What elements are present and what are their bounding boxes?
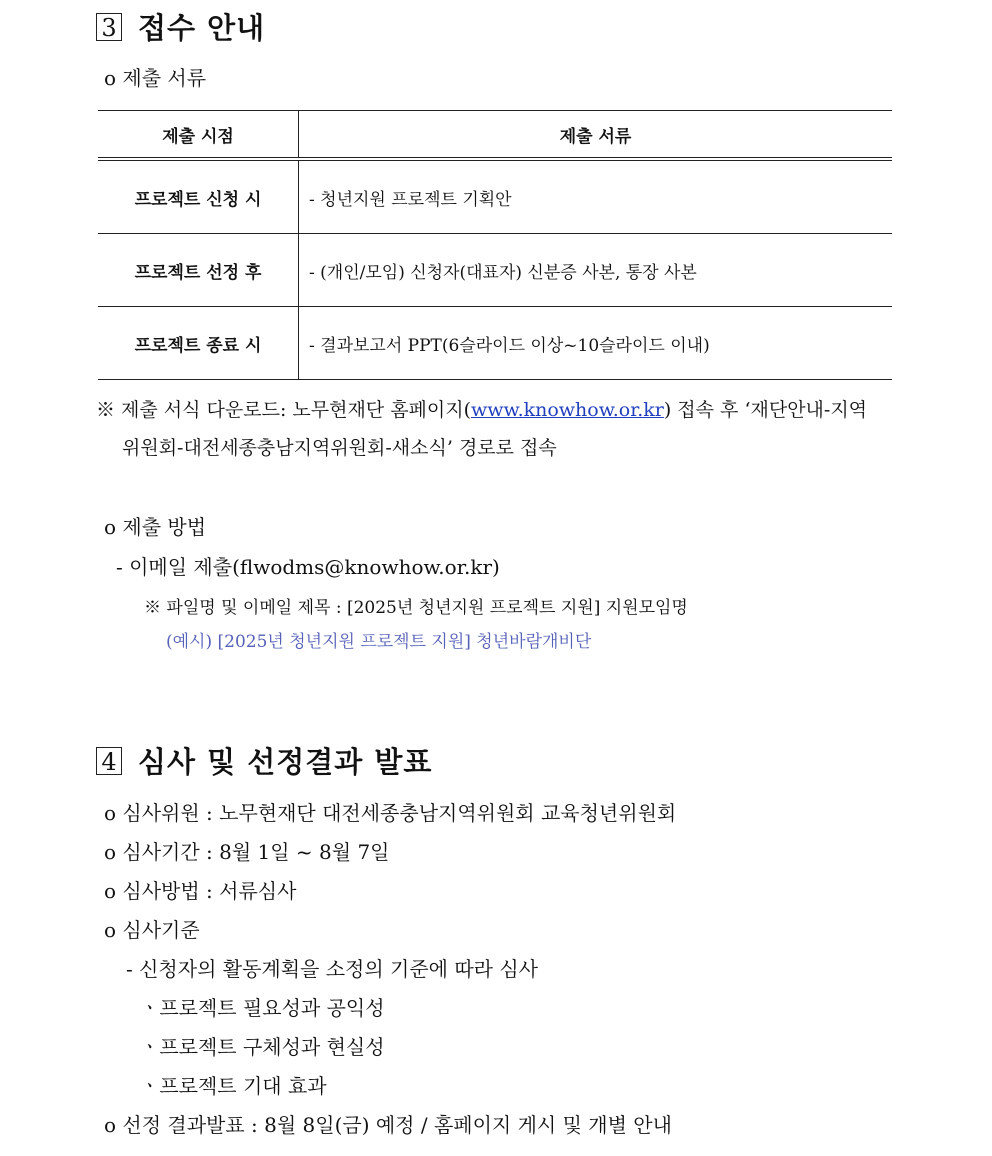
row-docs: - 결과보고서 PPT(6슬라이드 이상~10슬라이드 이내) [299,307,893,380]
note-prefix: ※ 제출 서식 다운로드: 노무현재단 홈페이지( [96,399,472,421]
section-3-header [96,6,265,47]
download-note-line2: 위원회-대전세종충남지역위원회-새소식’ 경로로 접속 [122,437,557,459]
table-header-row [98,111,892,160]
file-name-example: (예시) [2025년 청년지원 프로젝트 지원] 청년바람개비단 [166,632,592,652]
row-when: 프로젝트 종료 시 [98,307,299,380]
criteria-item: ㆍ프로젝트 기대 효과 [140,1074,327,1098]
docs-heading: o 제출 서류 [104,66,207,90]
review-criteria-desc: - 신청자의 활동계획을 소정의 기준에 따라 심사 [126,957,538,981]
download-note [96,395,867,422]
review-criteria: o 심사기준 [104,918,200,942]
header-docs: 제출 서류 [299,111,893,160]
section-title: 접수 안내 [138,11,266,45]
table-row [98,159,892,234]
row-docs: - 청년지원 프로젝트 기획안 [299,159,893,234]
table-row [98,234,892,307]
section-4-header [96,740,432,781]
row-docs: - (개인/모임) 신청자(대표자) 신분증 사본, 통장 사본 [299,234,893,307]
submission-docs-table [98,110,892,380]
criteria-item: ㆍ프로젝트 구체성과 현실성 [140,1035,385,1059]
section-title: 심사 및 선정결과 발표 [138,745,433,779]
review-method: o 심사방법 : 서류심사 [104,879,297,903]
criteria-item: ㆍ프로젝트 필요성과 공익성 [140,996,385,1020]
result-announcement: o 선정 결과발표 : 8월 8일(금) 예정 / 홈페이지 게시 및 개별 안내 [104,1113,672,1137]
file-name-note: ※ 파일명 및 이메일 제목 : [2025년 청년지원 프로젝트 지원] 지원모임명 [144,598,688,618]
note-suffix: ) 접속 후 ‘재단안내-지역 [663,399,868,421]
table-row [98,307,892,380]
section-number: 4 [96,747,122,775]
row-when: 프로젝트 신청 시 [98,159,299,234]
review-period: o 심사기간 : 8월 1일 ~ 8월 7일 [104,840,390,864]
row-when: 프로젝트 선정 후 [98,234,299,307]
email-submission: - 이메일 제출(flwodms@knowhow.or.kr) [116,555,500,579]
method-heading: o 제출 방법 [104,515,207,539]
header-when: 제출 시점 [98,111,299,160]
review-committee: o 심사위원 : 노무현재단 대전세종충남지역위원회 교육청년위원회 [104,801,677,825]
section-number: 3 [96,13,122,41]
homepage-link[interactable]: www.knowhow.or.kr [471,399,664,421]
